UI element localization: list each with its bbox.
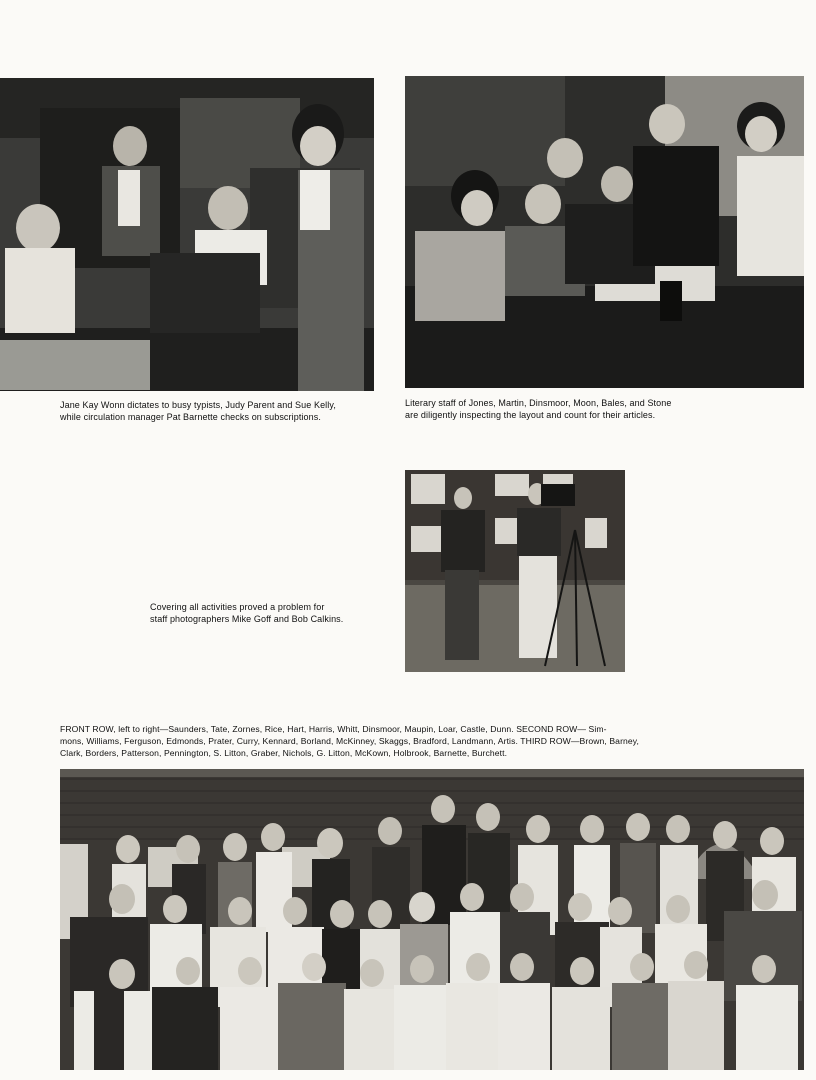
literary-caption-line2: are diligently inspecting the layout and count for their articles. xyxy=(405,410,656,420)
typists-caption xyxy=(60,399,360,423)
literary-photo-image xyxy=(405,76,804,388)
photographers-caption-line1: Covering all activities proved a problem for xyxy=(150,602,325,612)
typists-caption-line1: Jane Kay Wonn dictates to busy typists, Judy Parent and Sue Kelly, xyxy=(60,400,336,410)
group-caption xyxy=(60,723,804,759)
literary-photo xyxy=(405,76,804,388)
typists-caption-line2: while circulation manager Pat Barnette checks on subscriptions. xyxy=(60,412,321,422)
photographers-photo xyxy=(405,470,625,672)
photographers-caption-line2: staff photographers Mike Goff and Bob Calkins. xyxy=(150,614,344,624)
group-caption-line3: Clark, Borders, Patterson, Pennington, S. Litton, Graber, Nichols, G. Litton, McKown, Holbrook, Barnette, Burchett. xyxy=(60,748,508,758)
group-caption-line1: FRONT ROW, left to right—Saunders, Tate, Zornes, Rice, Hart, Harris, Whitt, Dinsmoor, Maupin, Loar, Castle, Dunn. SECOND ROW— Sim- xyxy=(60,724,607,734)
typists-photo xyxy=(0,78,374,391)
photographers-photo-image xyxy=(405,470,625,672)
group-photo xyxy=(60,769,804,1070)
group-caption-line2: mons, Williams, Ferguson, Edmonds, Prater, Curry, Kennard, Borland, McKinney, Skaggs, Bradford, Landmann, Artis. THIRD ROW—Brown, Barney, xyxy=(60,736,640,746)
photographers-caption xyxy=(150,601,376,625)
literary-caption xyxy=(405,397,722,421)
literary-caption-line1: Literary staff of Jones, Martin, Dinsmoor, Moon, Bales, and Stone xyxy=(405,398,672,408)
typists-photo-image xyxy=(0,78,374,391)
group-photo-image xyxy=(60,769,804,1070)
